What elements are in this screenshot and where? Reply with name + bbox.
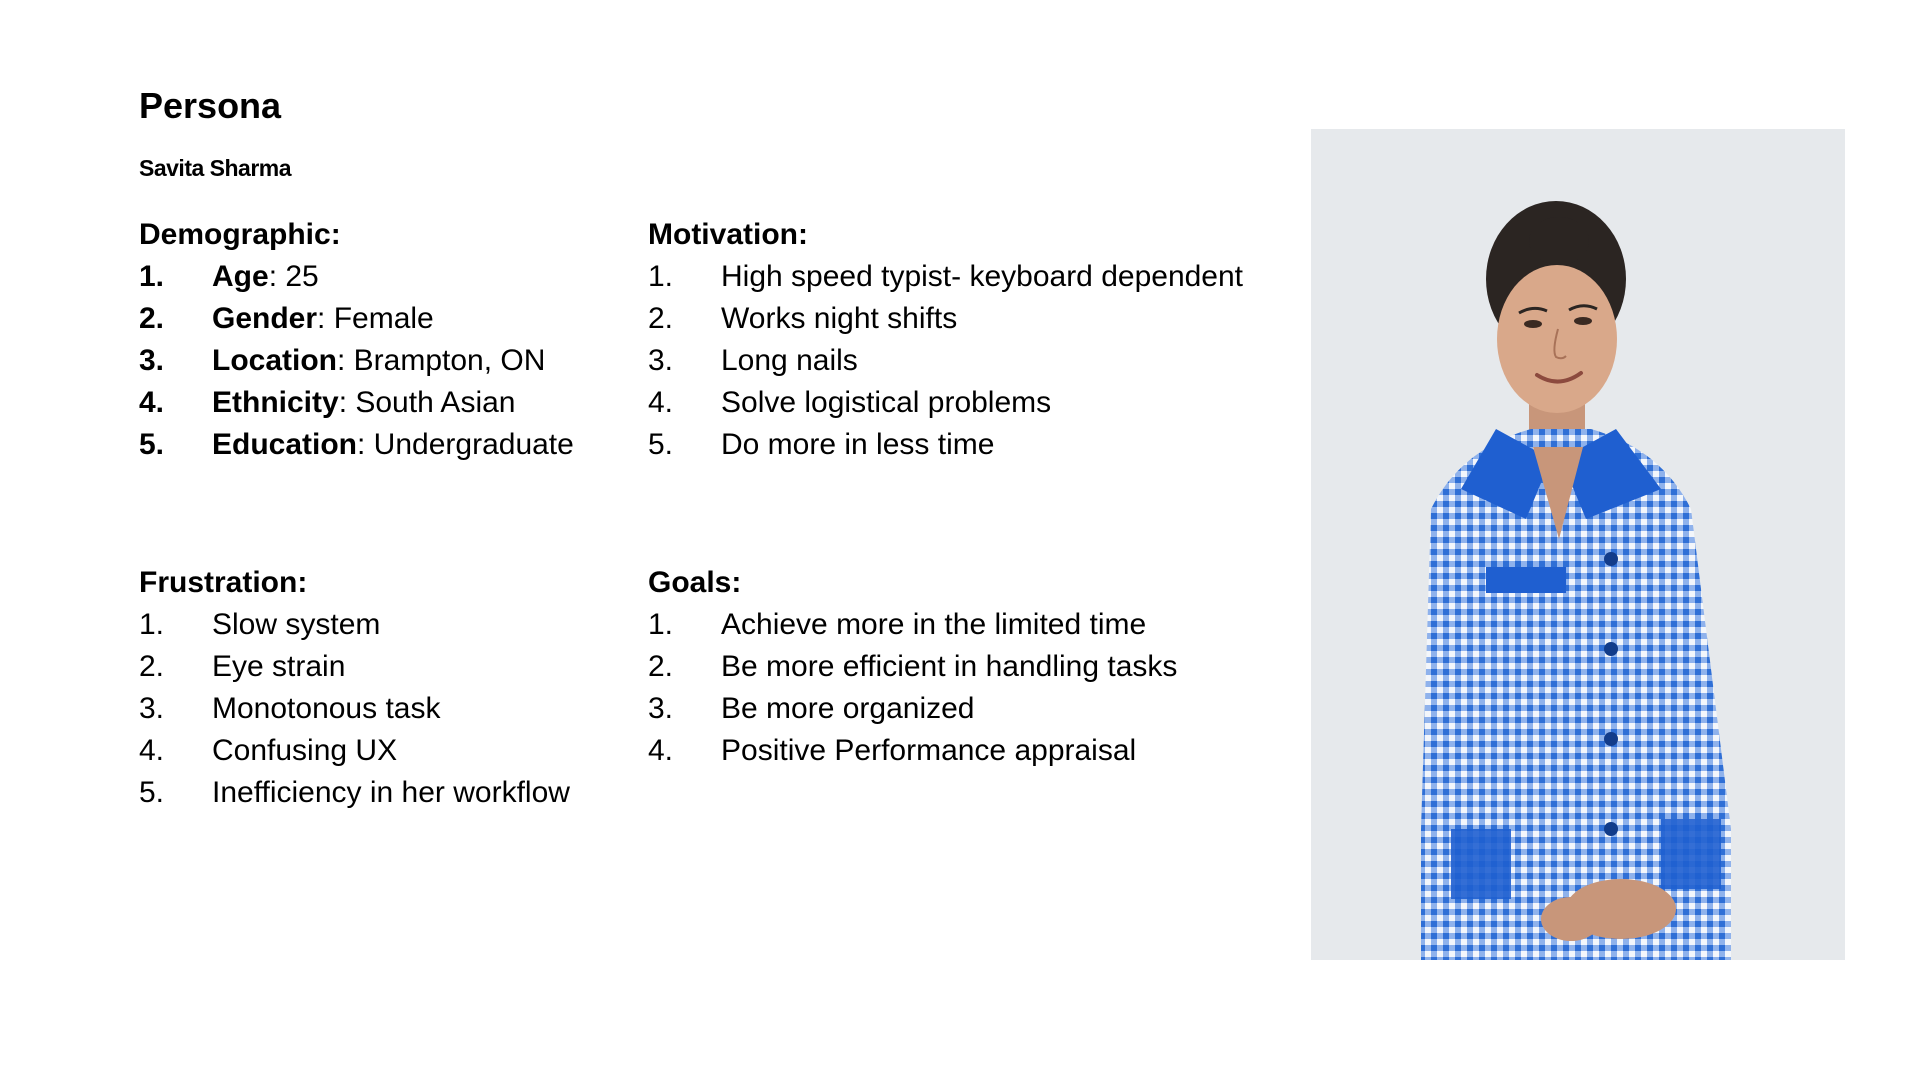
item-text: Monotonous task <box>212 692 441 725</box>
list-item <box>648 424 1243 466</box>
list-item <box>139 604 570 646</box>
list-item <box>139 730 570 772</box>
item-text: Be more organized <box>721 692 975 725</box>
list-item <box>648 382 1243 424</box>
item-number: 3. <box>139 344 165 377</box>
item-number: 4. <box>648 734 674 767</box>
item-number: 1. <box>648 608 674 641</box>
item-value: : 25 <box>268 260 319 293</box>
item-text: Positive Performance appraisal <box>721 734 1137 767</box>
item-text: Solve logistical problems <box>721 386 1052 419</box>
list-item <box>648 646 1177 688</box>
list-item <box>648 604 1177 646</box>
item-value: : Female <box>317 302 434 335</box>
list-item <box>139 256 574 298</box>
frustration-list <box>139 604 570 814</box>
goals-list <box>648 604 1177 772</box>
goals-heading: Goals: <box>648 566 742 599</box>
item-number: 5. <box>648 428 674 461</box>
item-key: Location <box>212 344 337 377</box>
demographic-list <box>139 256 574 466</box>
item-number: 5. <box>139 776 165 809</box>
item-text: High speed typist- keyboard dependent <box>721 260 1244 293</box>
item-number: 4. <box>139 386 165 419</box>
persona-portrait-icon <box>1311 129 1845 960</box>
item-number: 2. <box>139 302 165 335</box>
item-number: 1. <box>139 260 165 293</box>
item-value: : South Asian <box>338 386 516 419</box>
item-key: Gender <box>212 302 318 335</box>
item-key: Age <box>212 260 269 293</box>
item-key: Ethnicity <box>212 386 339 419</box>
goals-section <box>648 562 1177 772</box>
motivation-list <box>648 256 1243 466</box>
item-value: : Brampton, ON <box>337 344 546 377</box>
persona-name: Savita Sharma <box>139 155 292 181</box>
list-item <box>139 646 570 688</box>
item-number: 1. <box>648 260 674 293</box>
list-item <box>648 730 1177 772</box>
item-text: Works night shifts <box>721 302 958 335</box>
item-text: Inefficiency in her workflow <box>212 776 570 809</box>
item-text: Long nails <box>721 344 858 377</box>
list-item <box>648 256 1243 298</box>
list-item <box>648 688 1177 730</box>
item-number: 5. <box>139 428 165 461</box>
list-item <box>648 340 1243 382</box>
item-number: 1. <box>139 608 165 641</box>
item-key: Education <box>212 428 358 461</box>
item-number: 3. <box>648 692 674 725</box>
list-item <box>139 424 574 466</box>
item-number: 3. <box>139 692 165 725</box>
item-text: Do more in less time <box>721 428 995 461</box>
persona-photo <box>1311 129 1845 960</box>
item-number: 3. <box>648 344 674 377</box>
demographic-heading: Demographic: <box>139 218 341 251</box>
demographic-section <box>139 214 574 466</box>
item-number: 2. <box>648 650 674 683</box>
item-number: 2. <box>648 302 674 335</box>
list-item <box>648 298 1243 340</box>
list-item <box>139 688 570 730</box>
list-item <box>139 340 574 382</box>
item-text: Slow system <box>212 608 381 641</box>
motivation-section <box>648 214 1243 466</box>
item-value: : Undergraduate <box>357 428 574 461</box>
list-item <box>139 382 574 424</box>
item-text: Eye strain <box>212 650 346 683</box>
item-text: Confusing UX <box>212 734 398 767</box>
list-item <box>139 772 570 814</box>
page-title: Persona <box>139 85 282 126</box>
item-number: 2. <box>139 650 165 683</box>
frustration-section <box>139 562 570 814</box>
item-number: 4. <box>648 386 674 419</box>
list-item <box>139 298 574 340</box>
item-text: Be more efficient in handling tasks <box>721 650 1178 683</box>
item-text: Achieve more in the limited time <box>721 608 1147 641</box>
frustration-heading: Frustration: <box>139 566 308 599</box>
item-number: 4. <box>139 734 165 767</box>
motivation-heading: Motivation: <box>648 218 808 251</box>
